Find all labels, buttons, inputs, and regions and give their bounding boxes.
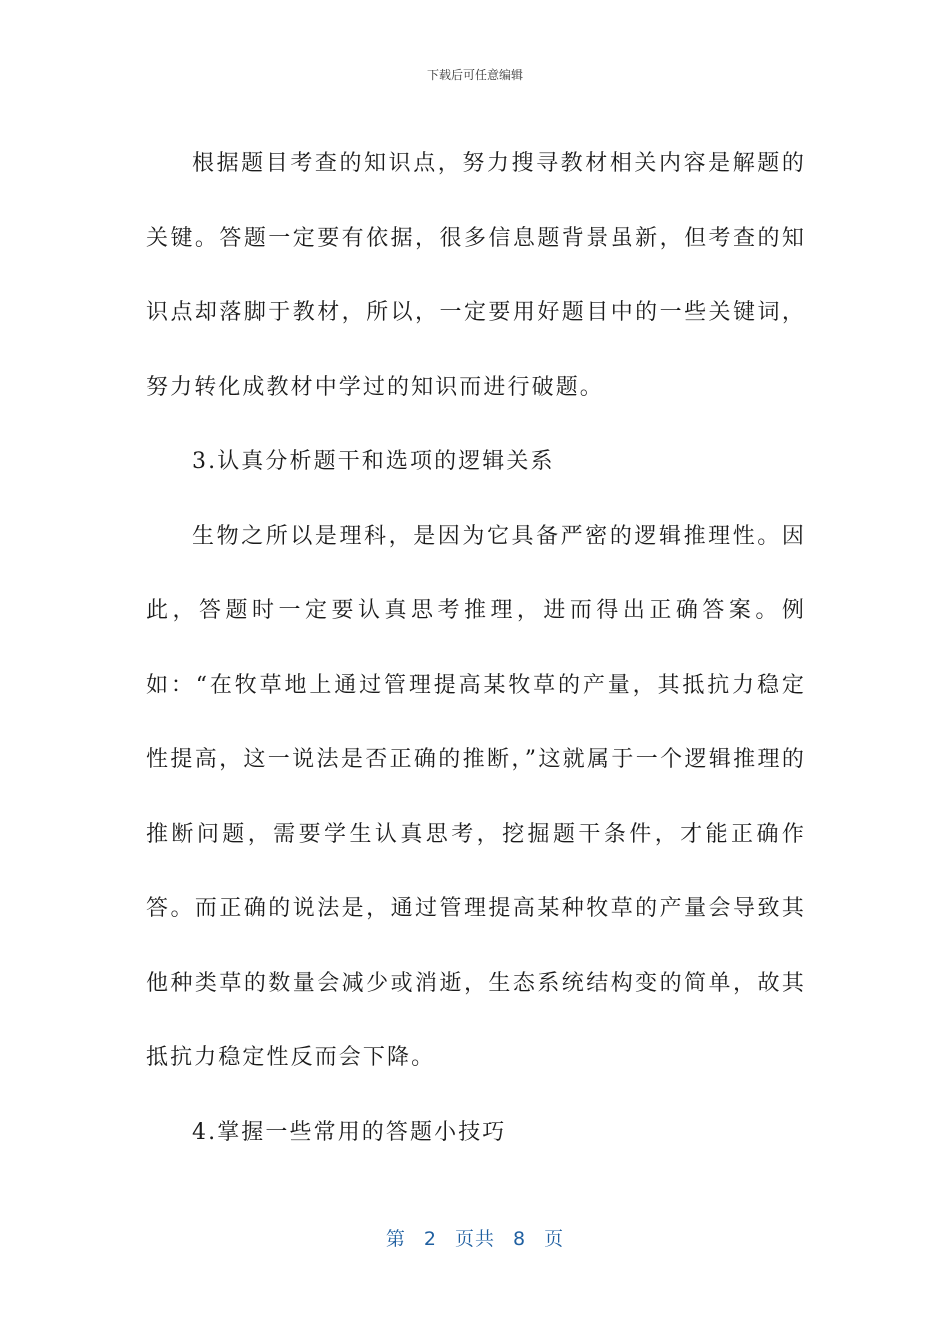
paragraph-key-knowledge: 根据题目考查的知识点，努力搜寻教材相关内容是解题的关键。答题一定要有依据，很多信息题背景虽新，但考查的知识点却落脚于教材，所以，一定要用好题目中的一些关键词，努力转化成教材中学过的知识而进行破题。 xyxy=(146,151,806,400)
footer-ye-gong: 页共 xyxy=(454,1228,495,1250)
paragraph-logic-reasoning: 生物之所以是理科，是因为它具备严密的逻辑推理性。因此，答题时一定要认真思考推理，进而得出正确答案。例如：“在牧草地上通过管理提高某牧草的产量，其抵抗力稳定性提高，这一说法是否正确的推断，”这就属于一个逻辑推理的推断问题，需要学生认真思考，挖掘题干条件，才能正确作答。而正确的说法是，通过管理提高某种牧草的产量会导致其他种类草的数量会减少或消逝，生态系统结构变的简单，故其抵抗力稳定性反而会下降。 xyxy=(146,523,806,1070)
section-heading-3: 3.认真分析题干和选项的逻辑关系 xyxy=(192,449,555,474)
footer-di: 第 xyxy=(385,1228,406,1250)
footer-total-pages: 8 xyxy=(513,1228,527,1250)
page-footer xyxy=(0,1224,950,1251)
footer-ye: 页 xyxy=(544,1228,565,1250)
header-note: 下载后可任意编辑 xyxy=(426,68,523,82)
document-body xyxy=(146,127,806,1170)
section-heading-4: 4.掌握一些常用的答题小技巧 xyxy=(192,1119,507,1145)
footer-current-page: 2 xyxy=(423,1228,437,1250)
